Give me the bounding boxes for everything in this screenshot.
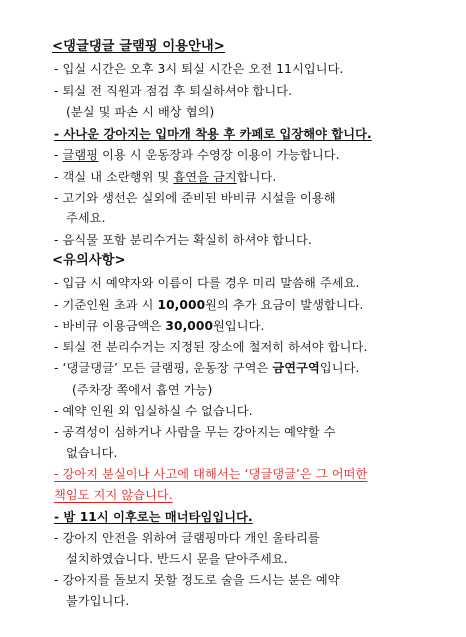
checkout-inspection-line: - 퇴실 전 직원과 점검 후 퇴실하셔야 합니다. xyxy=(54,84,293,98)
no-smoking-zone-line: - ‘댕글댕글’ 모든 글램핑, 운동장 구역은 금연구역입니다. xyxy=(54,361,360,375)
bbq-price-line: - 바비큐 이용금액은 30,000원입니다. xyxy=(54,319,265,333)
recycling-place-line: - 퇴실 전 분리수거는 지정된 장소에 철저히 하셔야 합니다. xyxy=(54,340,368,354)
liability-warning-line-cont: 책임도 지지 않습니다. xyxy=(54,488,173,502)
liability-warning-line: - 강아지 분실이나 사고에 대해서는 ‘댕글댕글’은 그 어떠한 xyxy=(54,467,368,481)
bbq-facility-line-cont: 주세요. xyxy=(66,211,106,225)
bbq-price-amount: 30,000 xyxy=(165,319,214,333)
aggressive-dog-line-cont: 없습니다. xyxy=(66,446,118,460)
fence-safety-line: - 강아지 안전을 위하여 글램핑마다 개인 울타리를 xyxy=(54,531,320,545)
drinking-restriction-line-cont: 불가입니다. xyxy=(66,594,130,608)
deposit-name-line: - 입금 시 예약자와 이름이 다를 경우 미리 말씀해 주세요. xyxy=(54,276,360,290)
notice-heading: <유의사항> xyxy=(52,253,126,268)
no-smoking-noise-line: - 객실 내 소란행위 및 흡연을 금지합니다. xyxy=(54,170,277,184)
parking-smoking-note: (주차장 쪽에서 흡연 가능) xyxy=(72,383,213,397)
checkin-time-line: - 입실 시간은 오후 3시 퇴실 시간은 오전 11시입니다. xyxy=(54,62,344,76)
extra-person-fee-line: - 기준인원 초과 시 10,000원의 추가 요금이 발생합니다. xyxy=(54,298,364,312)
aggressive-dog-muzzle-line: - 사나운 강아지는 입마개 착용 후 카페로 입장해야 합니다. xyxy=(54,127,372,141)
aggressive-dog-line: - 공격성이 심하거나 사람을 무는 강아지는 예약할 수 xyxy=(54,425,336,439)
manner-time-line: - 밤 11시 이후로는 매너타임입니다. xyxy=(54,510,253,524)
bbq-facility-line: - 고기와 생선은 실외에 준비된 바비큐 시설을 이용해 xyxy=(54,191,336,205)
guest-limit-line: - 예약 인원 외 입실하실 수 없습니다. xyxy=(54,404,253,418)
no-smoking-zone-bold: 금연구역 xyxy=(272,361,320,375)
glamping-underlined: 글램핑 xyxy=(62,148,99,162)
extra-fee-amount: 10,000 xyxy=(157,298,206,312)
no-smoking-underlined: 흡연을 금지 xyxy=(173,170,237,184)
facility-usage-line: - 글램핑 이용 시 운동장과 수영장 이용이 가능합니다. xyxy=(54,148,340,162)
damage-compensation-note: (분실 및 파손 시 배상 협의) xyxy=(66,105,215,119)
drinking-restriction-line: - 강아지를 돌보지 못할 정도로 술을 드시는 분은 예약 xyxy=(54,573,340,587)
fence-safety-line-cont: 설치하였습니다. 반드시 문을 닫아주세요. xyxy=(66,552,288,566)
recycling-line: - 음식물 포함 분리수거는 확실히 하셔야 합니다. xyxy=(54,233,312,247)
page-title: <댕글댕글 글램핑 이용안내> xyxy=(52,39,225,54)
